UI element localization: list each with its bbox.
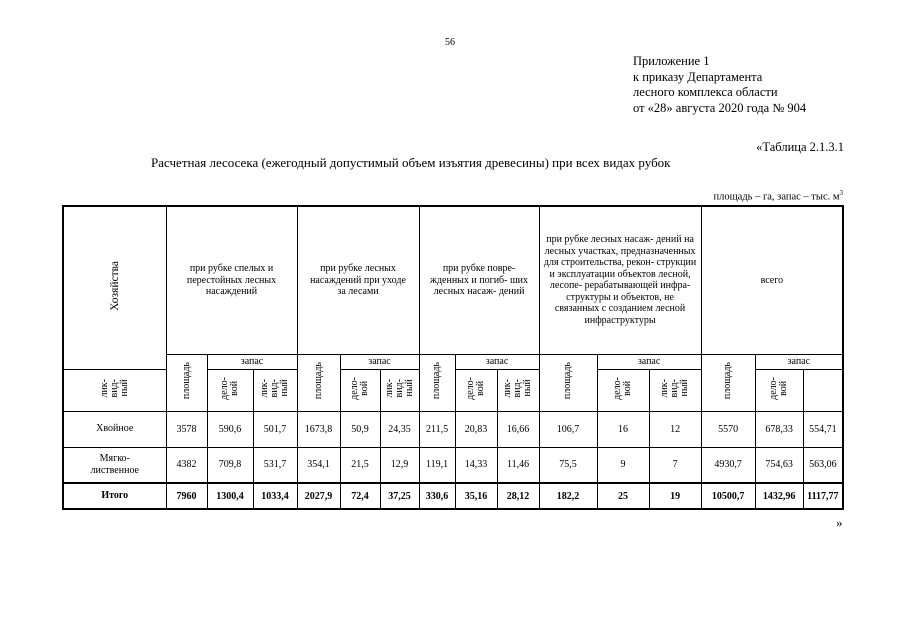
table-cell: 37,25 xyxy=(380,483,419,509)
table-cell: 590,6 xyxy=(207,411,253,447)
table-cell: 1033,4 xyxy=(253,483,297,509)
row-label: Итого xyxy=(63,483,166,509)
liquid-label: лик- вид- ный xyxy=(383,379,415,398)
table-cell: 182,2 xyxy=(539,483,597,509)
business-label: дело- вой xyxy=(768,377,790,400)
table-cell: 4382 xyxy=(166,447,207,483)
units-text: площадь – га, запас – тыс. м xyxy=(713,191,840,203)
page-number: 56 xyxy=(445,37,455,48)
table-cell: 4930,7 xyxy=(701,447,755,483)
table-cell: 3578 xyxy=(166,411,207,447)
table-cell: 11,46 xyxy=(497,447,539,483)
business-label: дело- вой xyxy=(349,377,370,400)
stock-header: запас xyxy=(340,354,419,369)
table-total-row xyxy=(63,483,843,509)
stock-header: запас xyxy=(597,354,701,369)
table-cell: 20,83 xyxy=(455,411,497,447)
area-label: площадь xyxy=(722,362,734,400)
table-row xyxy=(63,447,843,483)
group-header: при рубке лесных насаждений при уходе за лесами xyxy=(297,206,419,354)
area-header xyxy=(419,354,455,411)
closing-quote: » xyxy=(836,515,843,530)
business-header xyxy=(340,369,380,411)
liquid-header xyxy=(380,369,419,411)
table-row xyxy=(63,411,843,447)
group-header: всего xyxy=(701,206,843,354)
table-cell: 21,5 xyxy=(340,447,380,483)
table-cell: 2027,9 xyxy=(297,483,340,509)
table-cell: 25 xyxy=(597,483,649,509)
table-number: «Таблица 2.1.3.1 xyxy=(756,140,844,154)
table-cell: 1300,4 xyxy=(207,483,253,509)
appendix-line: Приложение 1 xyxy=(633,54,710,68)
units-sup: 3 xyxy=(839,189,843,197)
row-label: Хвойное xyxy=(63,411,166,447)
table-cell: 9 xyxy=(597,447,649,483)
liquid-label: лик- вид- ный xyxy=(98,379,130,398)
liquid-label: лик- вид- ный xyxy=(502,379,534,398)
area-header xyxy=(539,354,597,411)
table-cell: 35,16 xyxy=(455,483,497,509)
table-cell: 211,5 xyxy=(419,411,455,447)
table-cell: 75,5 xyxy=(539,447,597,483)
area-header xyxy=(166,354,207,411)
table-cell: 1673,8 xyxy=(297,411,340,447)
business-header xyxy=(597,369,649,411)
table-cell: 19 xyxy=(649,483,701,509)
appendix-line: лесного комплекса области xyxy=(633,85,778,99)
table-cell: 10500,7 xyxy=(701,483,755,509)
table-cell: 563,06 xyxy=(803,447,843,483)
table-cell: 12,9 xyxy=(380,447,419,483)
appendix-line: к приказу Департамента xyxy=(633,69,763,84)
appendix-block xyxy=(633,54,806,116)
liquid-label: лик- вид- ный xyxy=(259,379,290,398)
business-label: дело- вой xyxy=(219,377,240,400)
table-cell: 709,8 xyxy=(207,447,253,483)
table-cell: 678,33 xyxy=(755,411,803,447)
business-label: дело- вой xyxy=(612,377,634,400)
business-label: дело- вой xyxy=(465,377,487,400)
table-cell: 1117,77 xyxy=(803,483,843,509)
table-cell: 28,12 xyxy=(497,483,539,509)
area-header xyxy=(701,354,755,411)
area-label: площадь xyxy=(431,362,443,400)
table-cell: 5570 xyxy=(701,411,755,447)
liquid-label: лик- вид- ный xyxy=(659,379,691,398)
table-title: Расчетная лесосека (ежегодный допустимый объем изъятия древесины) при всех видах рубок xyxy=(151,155,671,170)
liquid-header xyxy=(497,369,539,411)
stock-header: запас xyxy=(755,354,843,369)
table-cell: 106,7 xyxy=(539,411,597,447)
group-header: при рубке лесных насаж- дений на лесных участках, предназначенных для строительства, рекон- струкции и эксплуатации объектов лесной, лесопе- рерабатывающей инфра- структуры и объектов, не связанных с созданием лесной инфраструктуры xyxy=(539,206,701,354)
table-cell: 14,33 xyxy=(455,447,497,483)
table-cell: 12 xyxy=(649,411,701,447)
stock-header: запас xyxy=(455,354,539,369)
table-cell: 554,71 xyxy=(803,411,843,447)
area-label: площадь xyxy=(312,362,324,400)
liquid-header xyxy=(63,369,166,411)
appendix-line: от «28» августа 2020 года № 904 xyxy=(633,100,807,115)
group-header: при рубке повре- жденных и погиб- ших лесных насаж- дений xyxy=(419,206,539,354)
table-cell: 531,7 xyxy=(253,447,297,483)
table-cell: 501,7 xyxy=(253,411,297,447)
business-header xyxy=(207,369,253,411)
area-label: площадь xyxy=(180,362,192,400)
area-header xyxy=(297,354,340,411)
liquid-header xyxy=(649,369,701,411)
table-cell: 7 xyxy=(649,447,701,483)
units-note xyxy=(713,189,843,203)
logging-table xyxy=(62,205,844,510)
table-cell: 72,4 xyxy=(340,483,380,509)
table-cell: 330,6 xyxy=(419,483,455,509)
table-cell: 119,1 xyxy=(419,447,455,483)
table-cell: 7960 xyxy=(166,483,207,509)
group-header: при рубке спелых и перестойных лесных насаждений xyxy=(166,206,297,354)
table-cell: 754,63 xyxy=(755,447,803,483)
table-cell: 16 xyxy=(597,411,649,447)
table-cell: 50,9 xyxy=(340,411,380,447)
row-header: Хозяйства xyxy=(108,261,121,312)
liquid-header xyxy=(253,369,297,411)
table-cell: 354,1 xyxy=(297,447,340,483)
area-label: площадь xyxy=(562,362,574,400)
business-header xyxy=(755,369,803,411)
row-label: Мягко- лиственное xyxy=(63,447,166,483)
table-cell: 1432,96 xyxy=(755,483,803,509)
stock-header: запас xyxy=(207,354,297,369)
table-cell: 16,66 xyxy=(497,411,539,447)
table-cell: 24,35 xyxy=(380,411,419,447)
row-header-cell xyxy=(63,206,166,369)
business-header xyxy=(455,369,497,411)
